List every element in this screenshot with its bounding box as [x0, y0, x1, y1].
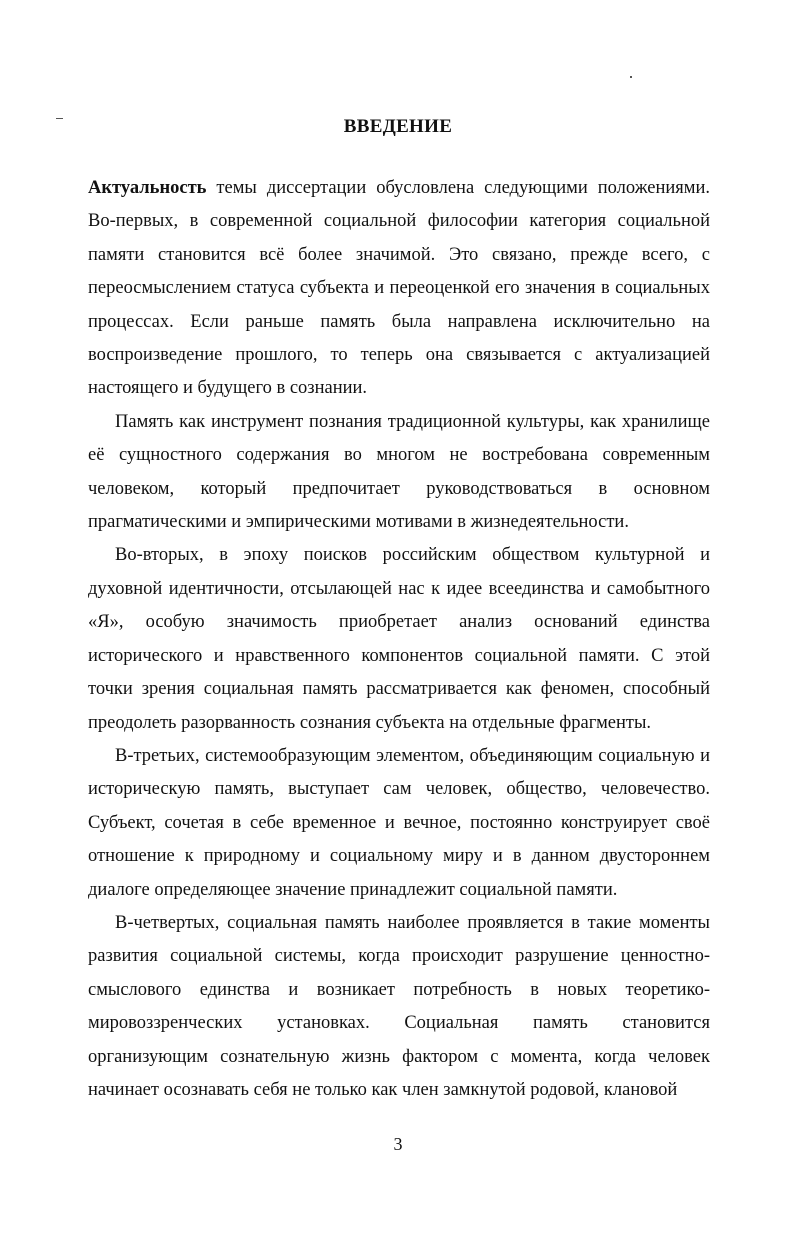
- paragraph: В-четвертых, социальная память наиболее проявляется в такие моменты развития социальной системы, когда происходит разрушение ценностно-смыслового единства и возникает потребность в новых теоретико-мировоззренческих установках. Социальная память становится организующим сознательную жизнь фактором с момента, когда человек начинает осознавать себя не только как член замкнутой родовой, клановой: [88, 912, 710, 1100]
- paragraph: Во-вторых, в эпоху поисков российским обществом культурной и духовной идентичности, отсылающей нас к идее всеединства и самобытного «Я», особую значимость приобретает анализ оснований единства исторического и нравственного компонентов социальной памяти. С этой точки зрения социальная память рассматривается как феномен, способный преодолеть разорванность сознания субъекта на отдельные фрагменты.: [88, 545, 710, 733]
- paragraph-lead: Актуальность: [88, 178, 207, 198]
- page-number: 3: [393, 1134, 403, 1154]
- page-title: ВВЕДЕНИЕ: [343, 116, 453, 137]
- scan-speck: [630, 76, 632, 78]
- paragraph-relevance: [88, 172, 710, 406]
- paragraph: В-третьих, системообразующим элементом, объединяющим социальную и историческую память, выступает сам человек, общество, человечество. Субъект, сочетая в себе временное и вечное, постоянно конструирует своё отношение к природному и социальному миру и в данном двустороннем диалоге определяющее значение принадлежит социальной памяти.: [88, 745, 710, 900]
- body-text: [88, 172, 710, 1107]
- paragraph: Память как инструмент познания традиционной культуры, как хранилище её сущностного содержания во многом не востребована современным человеком, который предпочитает руководствоваться в основном прагматическими и эмпирическими мотивами в жизнедеятельности.: [88, 411, 710, 533]
- paragraph-text: темы диссертации обусловлена следующими положениями. Во-первых, в современной социальной философии категория социальной памяти становится всё более значимой. Это связано, прежде всего, с переосмыслением статуса субъекта и переоценкой его значения в социальных процессах. Если раньше память была направлена исключительно на воспроизведение прошлого, то теперь она связывается с актуализацией настоящего и будущего в сознании.: [88, 178, 710, 399]
